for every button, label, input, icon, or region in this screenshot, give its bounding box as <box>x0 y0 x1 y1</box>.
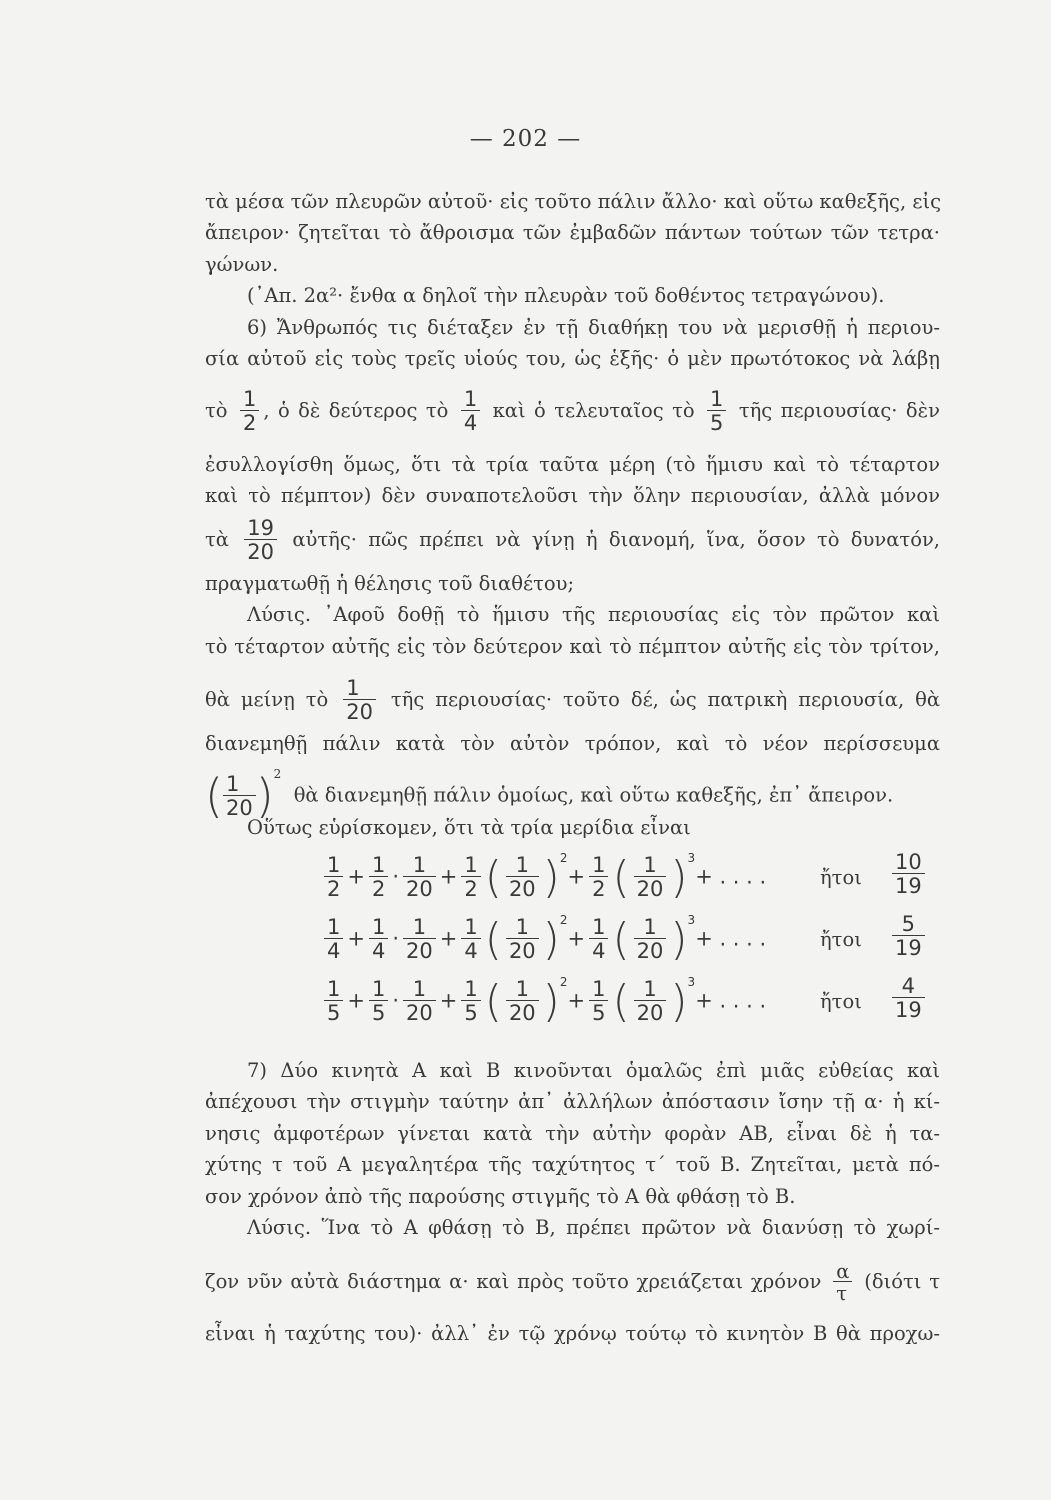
denominator: 20 <box>634 938 667 962</box>
fraction <box>461 917 480 962</box>
fraction <box>403 855 436 900</box>
text-fragment: (διότι τ <box>864 1270 941 1293</box>
plus-sign: + <box>347 926 365 951</box>
left-paren: ( <box>484 852 502 903</box>
fraction <box>461 979 480 1024</box>
text-fragment: αὐτῆς· πῶς πρέπει νὰ γίνῃ ἡ διανομή, ἵνα, ὅσον τὸ δυνατόν, <box>292 528 941 551</box>
denominator: 5 <box>589 1000 608 1024</box>
numerator: 1 <box>412 977 427 1001</box>
problem-7 <box>205 1055 940 1243</box>
fraction-nineteen-twentieths <box>244 518 277 563</box>
numerator: 1 <box>463 387 478 411</box>
numerator: 1 <box>327 977 341 1001</box>
text-fragment: τὰ <box>205 528 229 551</box>
fraction <box>634 855 667 900</box>
plus-sign: + <box>439 926 458 951</box>
numerator: 1 <box>464 977 478 1001</box>
series-result <box>888 914 929 959</box>
text-line: Οὕτως εὑρίσκομεν, ὅτι τὰ τρία μερίδια εἶναι <box>247 816 691 839</box>
denominator: 5 <box>324 1000 343 1024</box>
denominator: 19 <box>892 997 925 1021</box>
series-ellipsis: + . . . . <box>695 926 767 951</box>
problem-6-body <box>205 449 940 512</box>
fraction <box>634 917 667 962</box>
denominator: 5 <box>461 1000 480 1024</box>
numerator: 1 <box>242 387 257 411</box>
problem-6-solution <box>205 568 940 662</box>
etoi-word: ἤτοι <box>820 866 862 889</box>
denominator: 5 <box>369 1000 388 1024</box>
numerator: 1 <box>371 977 386 1001</box>
dot-operator: · <box>392 864 400 889</box>
numerator: 1 <box>464 853 478 877</box>
fraction <box>589 855 608 900</box>
plus-sign: + <box>567 926 586 951</box>
fraction-one-twentieth <box>343 678 376 723</box>
solution-fraction-line <box>205 670 940 730</box>
etoi-word: ἤτοι <box>820 990 862 1013</box>
text-fragment: , ὁ δὲ δεύτερος τὸ <box>263 399 449 422</box>
series-expression <box>320 976 766 1027</box>
numerator: 1 <box>592 977 606 1001</box>
text-line: χύτης τ τοῦ Α μεγαλητέρα τῆς ταχύτητος τ΄ τοῦ Β. Ζητεῖται, μετὰ πό- <box>205 1153 940 1177</box>
series-result <box>888 976 929 1021</box>
denominator: 20 <box>634 1000 667 1024</box>
series-equation-row <box>320 852 940 914</box>
right-paren: ) <box>670 852 688 903</box>
exponent: 2 <box>559 850 568 865</box>
fraction <box>369 855 388 900</box>
fraction <box>461 855 480 900</box>
plus-sign: + <box>347 864 365 889</box>
numerator: 1 <box>371 915 386 939</box>
series-equation-row <box>320 914 940 976</box>
result-fraction <box>892 852 925 897</box>
numerator: 1 <box>327 853 341 877</box>
text-line: σον χρόνον ἀπὸ τῆς παρούσης στιγμῆς τὸ Α θὰ φθάσῃ τὸ Β. <box>205 1184 796 1208</box>
denominator: 19 <box>892 873 925 897</box>
fraction <box>369 917 388 962</box>
fraction <box>589 979 608 1024</box>
numerator: 1 <box>225 771 240 796</box>
left-paren: ( <box>612 914 630 965</box>
fraction <box>506 917 539 962</box>
numerator: 4 <box>901 974 916 998</box>
plus-sign: + <box>439 988 458 1013</box>
denominator: 2 <box>369 876 388 900</box>
exponent: 3 <box>687 974 696 989</box>
numerator: 1 <box>515 853 529 877</box>
exponent: 2 <box>559 912 568 927</box>
numerator: 1 <box>412 853 427 877</box>
text-fragment: καὶ ὁ τελευταῖος τὸ <box>492 399 695 422</box>
solution-intro <box>205 812 940 843</box>
text-line: τὰ μέσα τῶν πλευρῶν αὐτοῦ· εἰς τοῦτο πάλιν ἄλλο· καὶ οὕτω καθεξῆς, εἰς <box>205 190 942 213</box>
denominator: τ <box>833 1281 852 1304</box>
dot-operator: · <box>392 988 400 1013</box>
denominator: 4 <box>461 410 480 434</box>
fraction <box>324 917 343 962</box>
denominator: 20 <box>403 938 436 962</box>
fraction <box>634 979 667 1024</box>
page-number: — 202 — <box>469 126 582 152</box>
text-fragment: θὰ μείνῃ τὸ <box>205 688 329 711</box>
denominator: 20 <box>634 876 667 900</box>
denominator: 2 <box>461 876 480 900</box>
text-fragment: θὰ διανεμηθῇ πάλιν ὁμοίως, καὶ οὕτω καθεξῆς, ἐπ᾿ ἄπειρον. <box>293 783 894 807</box>
series-equations <box>320 852 940 1038</box>
denominator: 4 <box>369 938 388 962</box>
text-line: τὸ τέταρτον αὐτῆς εἰς τὸν δεύτερον καὶ τὸ πέμπτον αὐτῆς εἰς τὸν τρίτον, <box>205 634 940 658</box>
text-line: καὶ τὸ πέμπτον) δὲν συναποτελοῦσι τὴν ὅλην περιουσίαν, ἀλλὰ μόνον <box>205 484 940 508</box>
text-line: ἀπέχουσι τὴν στιγμὴν ταύτην ἀπ᾿ ἀλλήλων ἀπόστασιν ἴσην τῇ α· ἡ κί- <box>205 1090 940 1114</box>
left-paren: ( <box>612 852 630 903</box>
fraction-one-quarter <box>461 389 480 434</box>
denominator: 19 <box>892 935 925 959</box>
text-fragment: ζον νῦν αὐτὰ διάστημα α· καὶ πρὸς τοῦτο χρειάζεται χρόνον <box>205 1270 822 1293</box>
text-line: σία αὐτοῦ εἰς τοὺς τρεῖς υἱούς του, ὡς ἑξῆς· ὁ μὲν πρωτότοκος νὰ λάβῃ <box>205 347 940 371</box>
denominator: 2 <box>240 410 259 434</box>
series-expression <box>320 914 766 965</box>
denominator: 20 <box>506 876 539 900</box>
denominator: 20 <box>244 539 277 563</box>
solution-line: Λύσις. Ἵνα τὸ Α φθάσῃ τὸ Β, πρέπει πρῶτον νὰ διανύσῃ τὸ χωρί- <box>247 1216 940 1240</box>
fraction-alpha-over-tau <box>833 1259 852 1305</box>
numerator: α <box>836 1259 850 1283</box>
plus-sign: + <box>567 988 586 1013</box>
plus-sign: + <box>439 864 458 889</box>
numerator: 10 <box>895 850 922 874</box>
series-equation-row <box>320 976 940 1038</box>
text-line: διανεμηθῇ πάλιν κατὰ τὸν αὐτὸν τρόπον, καὶ τὸ νέον περίσσευμα <box>205 732 940 755</box>
numerator: 1 <box>515 915 529 939</box>
fraction <box>506 855 539 900</box>
series-ellipsis: + . . . . <box>695 988 767 1013</box>
denominator: 20 <box>506 938 539 962</box>
right-paren: ) <box>542 976 560 1027</box>
series-expression <box>320 852 766 903</box>
right-paren: ) <box>542 914 560 965</box>
numerator: 1 <box>464 915 478 939</box>
numerator: 1 <box>710 387 724 411</box>
fraction <box>324 979 343 1024</box>
fraction-one-fifth <box>707 389 726 434</box>
fraction <box>403 979 436 1024</box>
denominator: 20 <box>403 876 436 900</box>
text-line: ἐσυλλογίσθη ὅμως, ὅτι τὰ τρία ταῦτα μέρη (τὸ ἥμισυ καὶ τὸ τέταρτον <box>205 453 940 476</box>
denominator: 5 <box>707 410 726 434</box>
numerator: 1 <box>515 977 529 1001</box>
fraction <box>506 979 539 1024</box>
denominator: 2 <box>589 876 608 900</box>
numerator: 5 <box>901 912 916 936</box>
numerator: 1 <box>346 676 360 700</box>
denominator: 20 <box>403 1000 436 1024</box>
denominator: 4 <box>461 938 480 962</box>
problem-7-end <box>205 1318 940 1349</box>
right-paren: ) <box>255 769 274 823</box>
numerator: 1 <box>592 915 606 939</box>
solution-line: Λύσις. ᾿Αφοῦ δοθῇ τὸ ἥμισυ τῆς περιουσίας εἰς τὸν πρῶτον καὶ <box>247 603 940 627</box>
plus-sign: + <box>567 864 586 889</box>
text-fragment: τῆς περιουσίας· τοῦτο δέ, ὡς πατρικὴ περιουσία, θὰ <box>390 688 941 711</box>
left-paren: ( <box>484 914 502 965</box>
answer-line: (᾿Απ. 2α²· ἔνθα α δηλοῖ τὴν πλευρὰν τοῦ δοθέντος τετραγώνου). <box>247 284 885 308</box>
numerator: 1 <box>412 915 427 939</box>
etoi-word: ἤτοι <box>820 928 862 951</box>
denominator: 2 <box>324 876 343 900</box>
problem-6-fraction-line-2 <box>205 510 940 570</box>
right-paren: ) <box>670 976 688 1027</box>
problem-6-fraction-line <box>205 380 940 442</box>
denominator: 20 <box>223 795 256 819</box>
left-paren: ( <box>205 769 223 823</box>
fraction <box>369 979 388 1024</box>
result-fraction <box>892 914 925 959</box>
text-line: εἶναι ἡ ταχύτης του)· ἀλλ᾿ ἐν τῷ χρόνῳ τούτῳ τὸ κινητὸν Β θὰ προχω- <box>205 1322 940 1345</box>
fraction <box>324 855 343 900</box>
numerator: 1 <box>643 915 657 939</box>
fraction <box>589 917 608 962</box>
left-paren: ( <box>484 976 502 1027</box>
right-paren: ) <box>670 914 688 965</box>
numerator: 1 <box>592 853 606 877</box>
text-line: 6) Ἄνθρωπός τις διέταξεν ἐν τῇ διαθήκῃ του νὰ μερισθῇ ἡ περιου- <box>247 315 940 339</box>
exponent: 3 <box>687 912 696 927</box>
exponent: 2 <box>559 974 568 989</box>
left-paren: ( <box>612 976 630 1027</box>
denominator: 4 <box>324 938 343 962</box>
right-paren: ) <box>542 852 560 903</box>
text-line: 7) Δύο κινητὰ Α καὶ Β κινοῦνται ὁμαλῶς ἐπὶ μιᾶς εὐθείας καὶ <box>247 1059 940 1082</box>
fraction <box>403 917 436 962</box>
denominator: 20 <box>343 699 376 723</box>
result-fraction <box>892 976 925 1021</box>
series-result <box>888 852 929 897</box>
exponent: 3 <box>687 850 696 865</box>
text-line: νησις ἀμφοτέρων γίνεται κατὰ τὴν αὐτὴν φορὰν ΑΒ, εἶναι δὲ ἡ τα- <box>205 1121 940 1145</box>
numerator: 1 <box>643 853 657 877</box>
numerator: 19 <box>247 516 275 540</box>
exponent: 2 <box>273 767 282 781</box>
fraction-one-half <box>240 389 259 434</box>
problem-7-fraction-line <box>205 1252 940 1312</box>
numerator: 1 <box>371 853 386 877</box>
text-fragment: τὸ <box>205 399 228 422</box>
series-ellipsis: + . . . . <box>695 864 767 889</box>
solution-text <box>205 728 940 759</box>
text-fragment: τῆς περιουσίας· δὲν <box>738 399 940 422</box>
denominator: 4 <box>589 938 608 962</box>
denominator: 20 <box>506 1000 539 1024</box>
plus-sign: + <box>347 988 365 1013</box>
numerator: 1 <box>327 915 341 939</box>
text-line: πραγματωθῇ ἡ θέλησις τοῦ διαθέτου; <box>205 572 575 595</box>
text-line: ἄπειρον· ζητεῖται τὸ ἄθροισμα τῶν ἐμβαδῶν πάντων τούτων τῶν τετρα· <box>205 221 940 245</box>
problem-5-continuation <box>205 186 940 374</box>
dot-operator: · <box>392 926 400 951</box>
text-line: γώνων. <box>205 252 279 276</box>
numerator: 1 <box>643 977 657 1001</box>
